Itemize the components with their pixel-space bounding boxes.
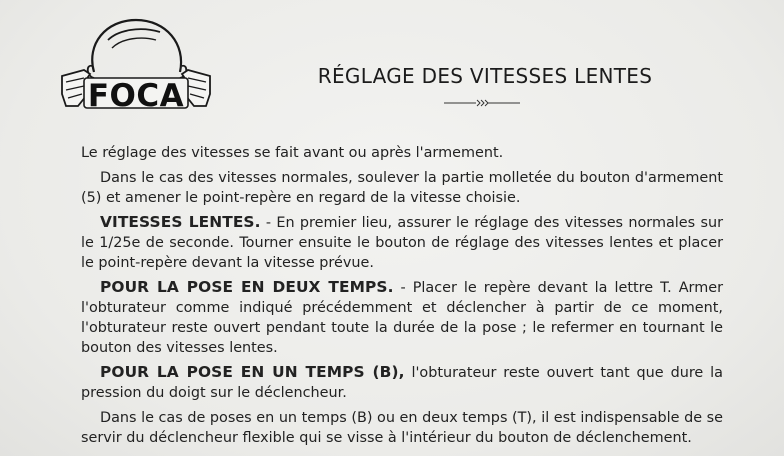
foca-logo-text: FOCA (87, 78, 185, 114)
paragraph-text: Dans le cas des vitesses normales, soulever la partie molletée du bouton d'armement (5) et amener le point-repère en regard de la vitesse choisie. (81, 170, 723, 206)
paragraph (81, 362, 723, 403)
paragraph (81, 167, 723, 208)
paragraph-lead: POUR LA POSE EN UN TEMPS (B), (100, 363, 405, 381)
paragraph (81, 212, 723, 273)
paragraph (81, 277, 723, 358)
page-title: RÉGLAGE DES VITESSES LENTES (317, 64, 653, 88)
paragraph (81, 142, 723, 163)
foca-logo-icon (56, 14, 216, 114)
paragraph-text: - Placer le repère devant la lettre T. Armer l'obturateur comme indiqué précédemment et déclencher à partir de ce moment, l'obturateur reste ouvert pendant toute la durée de la pose ; le refermer en tournant le bouton des vitesses lentes. (81, 280, 724, 356)
divider-ornament-icon (444, 98, 520, 108)
paragraph-text: Dans le cas de poses en un temps (B) ou en deux temps (T), il est indispensable de se servir du déclencheur flexible qui se visse à l'intérieur du bouton de déclenchement. (81, 410, 723, 446)
paragraph-text: - En premier lieu, assurer le réglage des vitesses normales sur le 1/25e de seconde. Tourner ensuite le bouton de réglage des vitesses lentes et placer le point-repère devant la vitesse prévue. (81, 215, 723, 271)
paragraph-lead: VITESSES LENTES. (100, 213, 261, 231)
paragraph-lead: POUR LA POSE EN DEUX TEMPS. (100, 278, 394, 296)
manual-body (81, 142, 723, 452)
paragraph-text: l'obturateur reste ouvert tant que dure la pression du doigt sur le déclencheur. (81, 365, 723, 401)
paragraph (81, 407, 723, 448)
paragraph-text: Le réglage des vitesses se fait avant ou après l'armement. (81, 145, 504, 161)
